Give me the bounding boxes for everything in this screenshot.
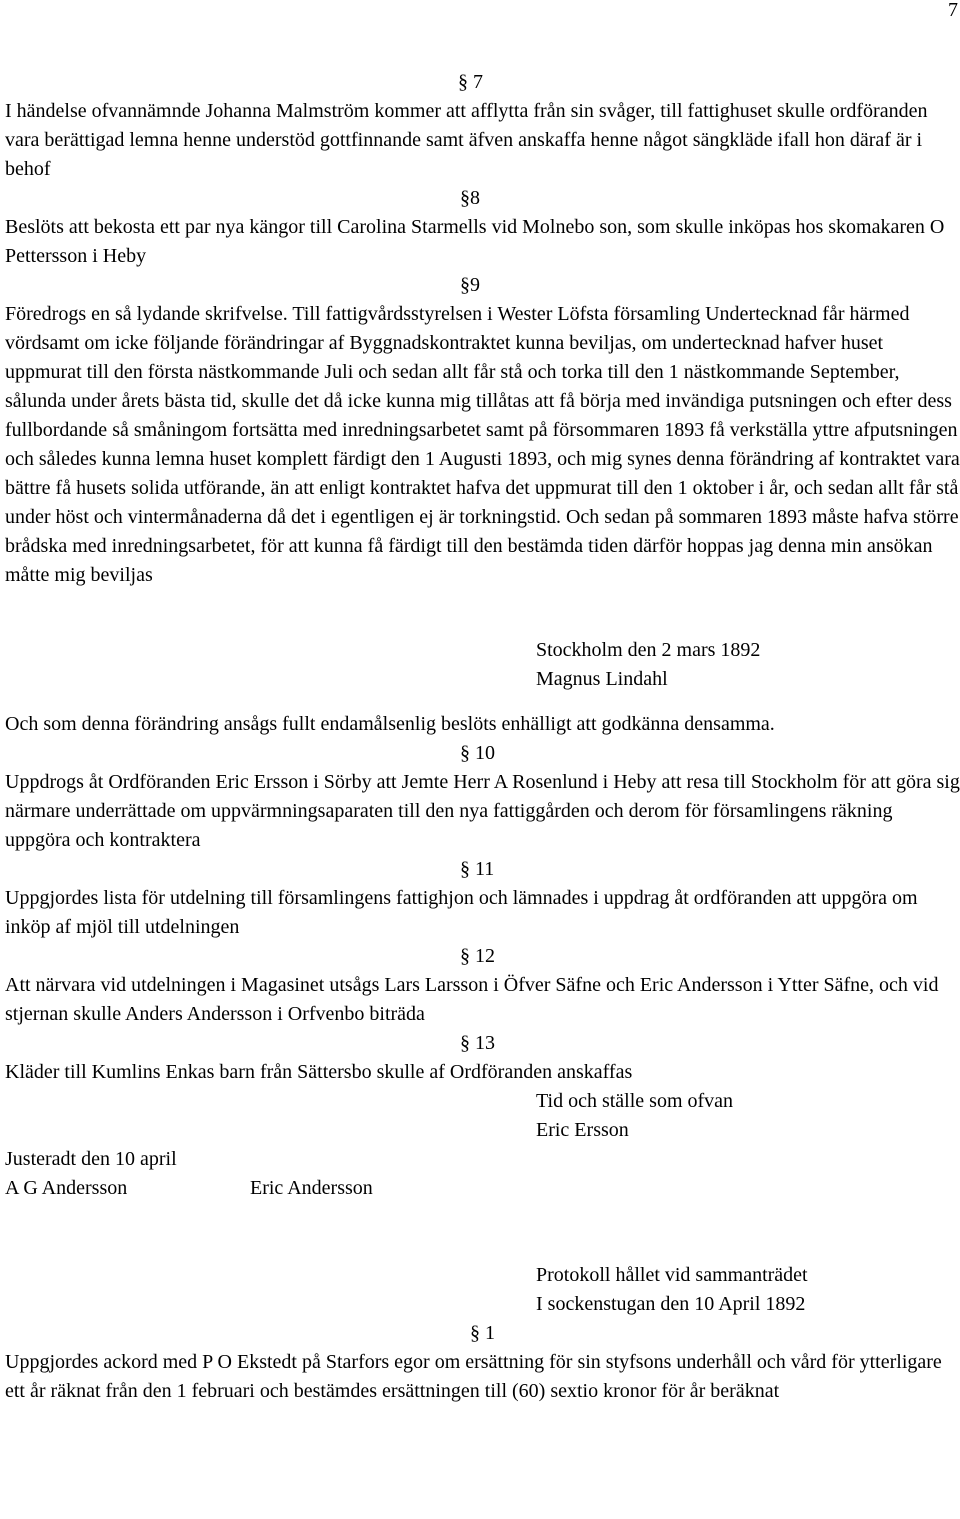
protocol-heading-2: I sockenstugan den 10 April 1892 [536,1293,806,1315]
paragraph-1: Uppgjordes ackord med P O Ekstedt på Starfors egor om ersättning för sin styfsons underhåll och vård för ytterligare ett år räknat från den 1 februari och bestämdes ersättningen till (60) sextio kronor för år beräknat [5,1351,942,1402]
paragraph-13: Kläder till Kumlins Enkas barn från Sättersbo skulle af Ordföranden anskaffas [5,1061,633,1083]
section-heading-9: §9 [460,274,480,296]
paragraph-12: Att närvara vid utdelningen i Magasinet utsågs Lars Larsson i Öfver Säfne och Eric Andersson i Ytter Säfne, och vid stjernan skulle Anders Andersson i Orfvenbo biträda [5,974,939,1025]
paragraph-8: Beslöts att bekosta ett par nya kängor till Carolina Starmells vid Molnebo son, som skulle inköpas hos skomakaren O Pettersson i Heby [5,216,945,267]
verifier-2: Eric Andersson [250,1177,373,1199]
section-heading-13: § 13 [460,1032,495,1054]
meeting-signature-line: Tid och ställe som ofvan [536,1090,734,1112]
section-heading-7: § 7 [458,71,483,93]
paragraph-7: I händelse ofvannämnde Johanna Malmström kommer att afflytta från sin svåger, till fattighuset skulle ordföranden vara berättigad lemna henne understöd gottfinnande samt äfven anskaffa henne något sängkläde ifall hon däraf är i behof [5,100,928,180]
document-body [5,68,960,1406]
page-number: 7 [948,0,958,21]
letter-place-date: Stockholm den 2 mars 1892 [536,639,761,661]
section-heading-12: § 12 [460,945,495,967]
section-heading-1: § 1 [470,1322,495,1344]
verifier-1: A G Andersson [5,1177,128,1199]
section-heading-8: §8 [460,187,480,209]
protocol-heading-1: Protokoll hållet vid sammanträdet [536,1264,808,1286]
letter-signature-name: Magnus Lindahl [536,668,668,690]
verification-label: Justeradt den 10 april [5,1148,177,1170]
paragraph-9: Föredrogs en så lydande skrifvelse. Till fattigvårdsstyrelsen i Wester Löfsta församling Undertecknad får härmed vördsamt om icke följande förändringar af Byggnadskontraktet kunna beviljas, om undertecknad hafver huset uppmurat till den första nästkommande Juli och sedan allt får stå och torka till den 1 nästkommande September, sålunda under årets bästa tid, skulle det då icke kunna mig tillåtas att få börja med invändiga putsningen och efter dess fullbordande så småningom fortsätta med inredningsarbetet samt på försommaren 1893 få verkställa yttre afputsningen och således kunna lemna huset komplett färdigt den 1 Augusti 1893, och mig synes denna förändring af kontraktet vara bättre få husets solida utförande, än att enligt kontraktet hafva det uppmurat till den 1 oktober i år, och sedan allt får stå under höst och vintermånaderna då det i egentligen ej är torkningstid. Och sedan på sommaren 1893 måste hafva större brådska med inredningsarbetet, för att kunna få färdigt till den bestämda tiden därför hoppas jag denna min ansökan måtte mig beviljas [5,303,960,586]
section-heading-11: § 11 [460,858,495,880]
paragraph-10: Uppdrogs åt Ordföranden Eric Ersson i Sörby att Jemte Herr A Rosenlund i Heby att resa till Stockholm för att göra sig närmare underrättade om uppvärmningsaparaten till den nya fattiggården och derom för församlingens räkning uppgöra och kontraktera [5,771,960,851]
paragraph-approval: Och som denna förändring ansågs fullt endamålsenlig beslöts enhälligt att godkänna densamma. [5,713,775,735]
meeting-signature-name: Eric Ersson [536,1119,629,1141]
section-heading-10: § 10 [460,742,495,764]
verification-signatures [5,1174,960,1203]
paragraph-11: Uppgjordes lista för utdelning till församlingens fattighjon och lämnades i uppdrag åt ordföranden att uppgöra om inköp af mjöl till utdelningen [5,887,918,938]
